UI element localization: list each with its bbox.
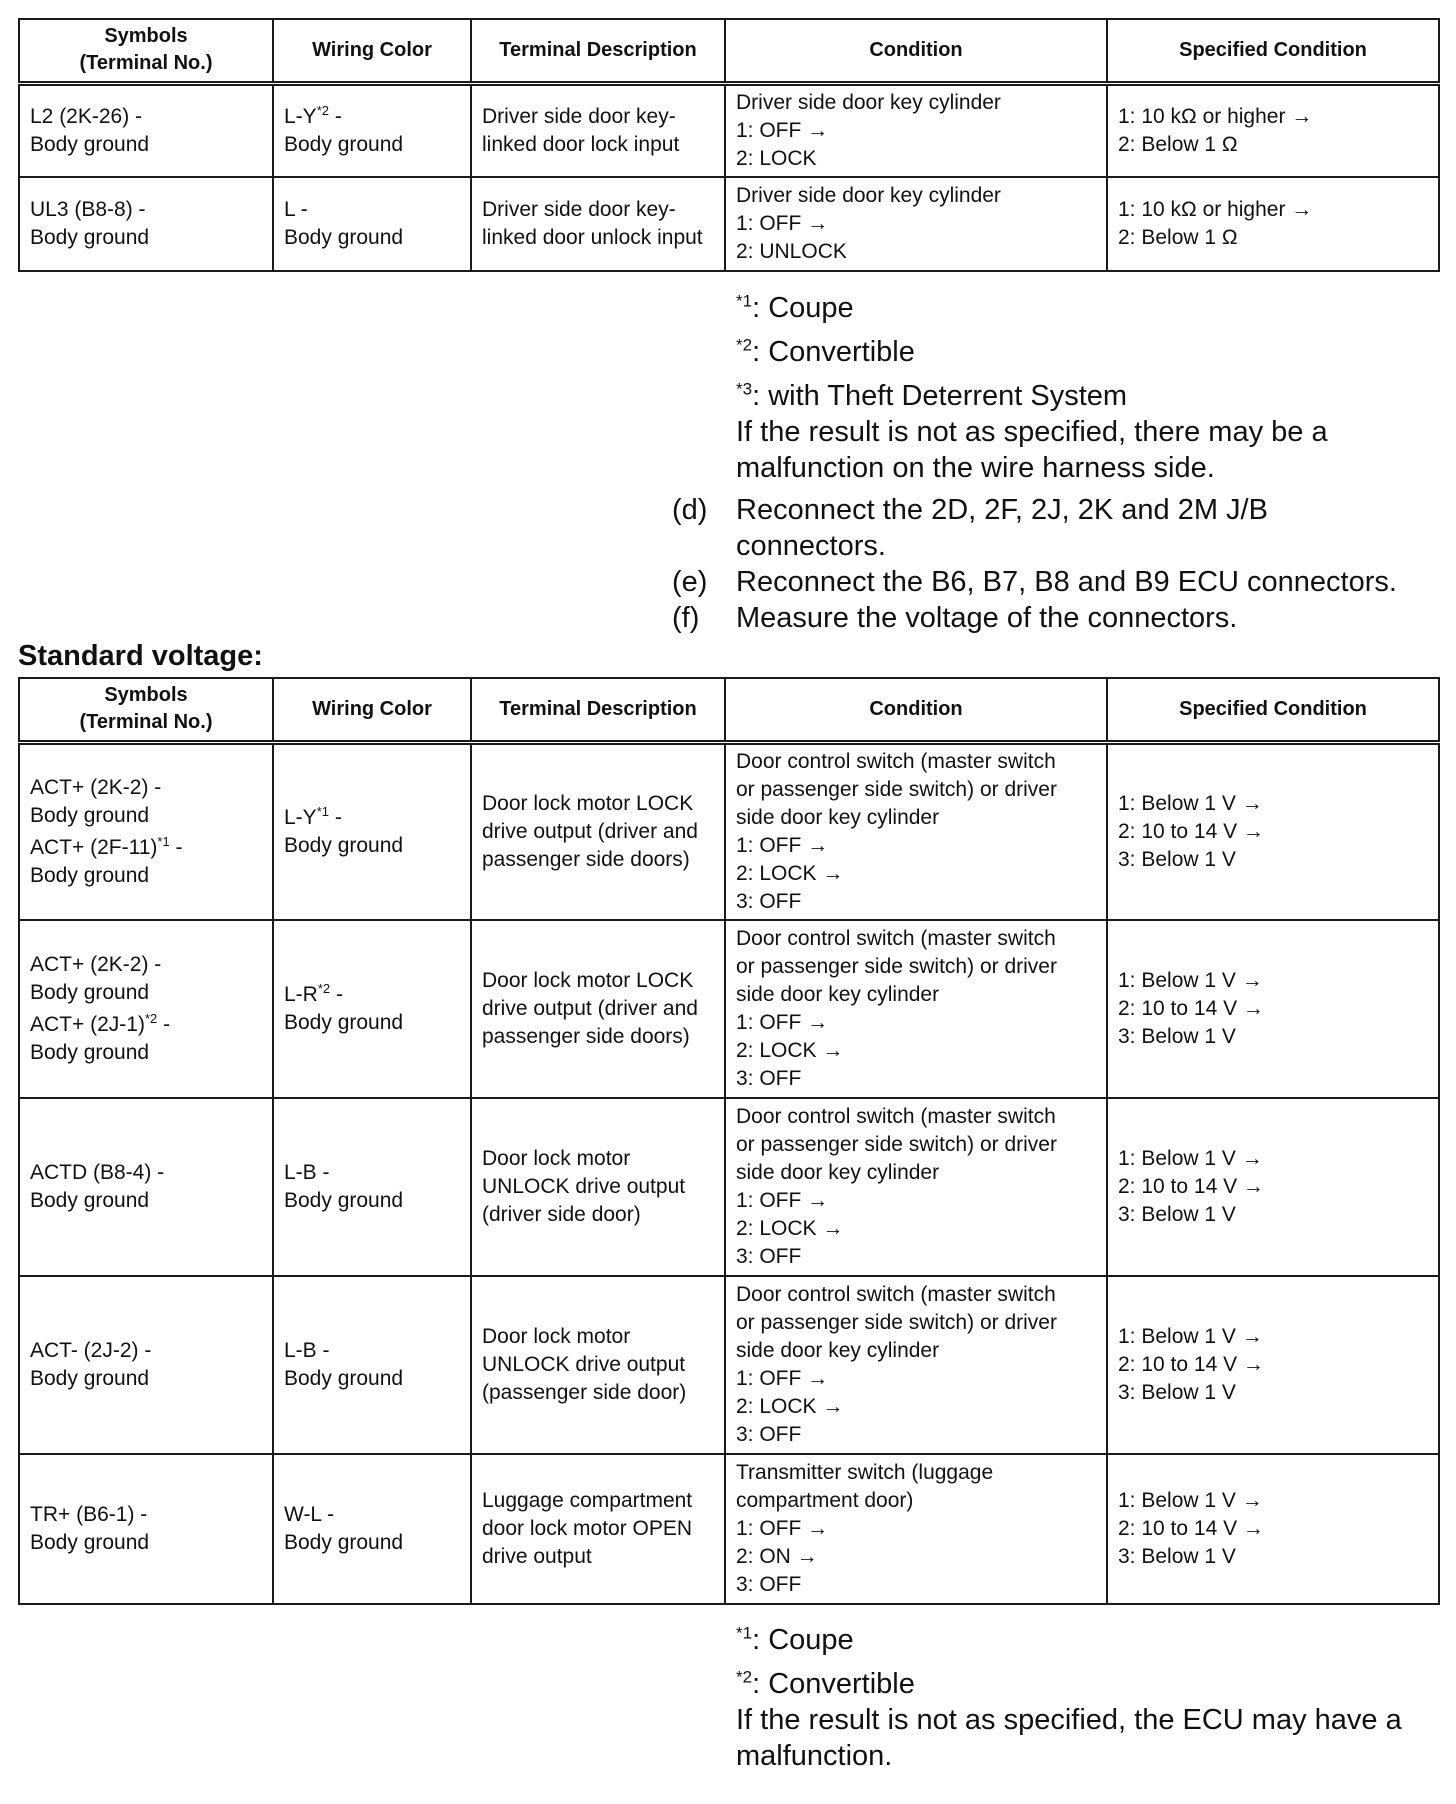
condition-cell: Driver side door key cylinder 1: OFF → 2: UNLOCK xyxy=(725,177,1107,271)
description-cell: Driver side door key- linked door lock input xyxy=(471,83,725,177)
condition-cell: Door control switch (master switch or passenger side switch) or driver side door key cylinder 1: OFF → 2: LOCK → 3: OFF xyxy=(725,1276,1107,1454)
footnote-coupe: $^{*1}$: Coupe xyxy=(736,291,854,324)
table-row xyxy=(19,1454,1439,1604)
symbols-cell: ACT- (2J-2) - Body ground xyxy=(19,1276,273,1454)
symbols-cell: ACT+ (2K-2) - Body ground $ACT+ (2J-1)^{*2}$ - Body ground xyxy=(19,920,273,1098)
voltage-table xyxy=(18,677,1440,1605)
header-terminal-description: Terminal Description xyxy=(471,19,725,83)
table1-footnotes xyxy=(736,290,1328,486)
condition-cell: Door control switch (master switch or passenger side switch) or driver side door key cylinder 1: OFF → 2: LOCK → 3: OFF xyxy=(725,1098,1107,1276)
specified-condition-cell: 1: 10 kΩ or higher → 2: Below 1 Ω xyxy=(1107,83,1439,177)
footnote-convertible: $^{*2}$: Convertible xyxy=(736,335,915,368)
result-note-cont: malfunction on the wire harness side. xyxy=(736,452,1215,484)
table-header-row xyxy=(19,678,1439,742)
symbols-cell: L2 (2K-26) - Body ground xyxy=(19,83,273,177)
condition-cell: Transmitter switch (luggage compartment door) 1: OFF → 2: ON → 3: OFF xyxy=(725,1454,1107,1604)
wiring-color-cell: $L-Y^{*2}$ - Body ground xyxy=(273,83,471,177)
table-row xyxy=(19,920,1439,1098)
header-symbols: Symbols (Terminal No.) xyxy=(19,19,273,83)
wiring-color-cell: L-B - Body ground xyxy=(273,1098,471,1276)
result-note-cont: malfunction. xyxy=(736,1740,893,1772)
table-row xyxy=(19,1276,1439,1454)
description-cell: Door lock motor LOCK drive output (driver and passenger side doors) xyxy=(471,742,725,920)
description-cell: Door lock motor UNLOCK drive output (passenger side door) xyxy=(471,1276,725,1454)
footnote-coupe: $^{*1}$: Coupe xyxy=(736,1623,854,1656)
table-header-row xyxy=(19,19,1439,83)
result-note: If the result is not as specified, the ECU may have a xyxy=(736,1704,1402,1736)
symbols-cell: ACT+ (2K-2) - Body ground $ACT+ (2F-11)^{*1}$ - Body ground xyxy=(19,742,273,920)
specified-condition-cell: 1: Below 1 V → 2: 10 to 14 V → 3: Below 1 V xyxy=(1107,1454,1439,1604)
step-f: (f) Measure the voltage of the connectors. xyxy=(672,602,1238,634)
header-symbols: Symbols (Terminal No.) xyxy=(19,678,273,742)
wiring-color-cell: L-B - Body ground xyxy=(273,1276,471,1454)
wiring-color-cell: $L-Y^{*1}$ - Body ground xyxy=(273,742,471,920)
condition-cell: Door control switch (master switch or passenger side switch) or driver side door key cylinder 1: OFF → 2: LOCK → 3: OFF xyxy=(725,920,1107,1098)
description-cell: Door lock motor UNLOCK drive output (driver side door) xyxy=(471,1098,725,1276)
step-e: (e) Reconnect the B6, B7, B8 and B9 ECU connectors. xyxy=(672,566,1397,598)
description-cell: Door lock motor LOCK drive output (driver and passenger side doors) xyxy=(471,920,725,1098)
result-note: If the result is not as specified, there may be a xyxy=(736,416,1328,448)
symbols-cell: TR+ (B6-1) - Body ground xyxy=(19,1454,273,1604)
specified-condition-cell: 1: 10 kΩ or higher → 2: Below 1 Ω xyxy=(1107,177,1439,271)
header-specified-condition: Specified Condition xyxy=(1107,19,1439,83)
wiring-color-cell: W-L - Body ground xyxy=(273,1454,471,1604)
procedure-steps xyxy=(672,492,1397,636)
condition-cell: Driver side door key cylinder 1: OFF → 2: LOCK xyxy=(725,83,1107,177)
header-terminal-description: Terminal Description xyxy=(471,678,725,742)
specified-condition-cell: 1: Below 1 V → 2: 10 to 14 V → 3: Below 1 V xyxy=(1107,1276,1439,1454)
table2-footnotes xyxy=(736,1622,1402,1774)
header-condition: Condition xyxy=(725,19,1107,83)
symbols-cell: ACTD (B8-4) - Body ground xyxy=(19,1098,273,1276)
condition-cell: Door control switch (master switch or passenger side switch) or driver side door key cylinder 1: OFF → 2: LOCK → 3: OFF xyxy=(725,742,1107,920)
specified-condition-cell: 1: Below 1 V → 2: 10 to 14 V → 3: Below 1 V xyxy=(1107,1098,1439,1276)
table-row xyxy=(19,742,1439,920)
footnote-theft-deterrent: $^{*3}$: with Theft Deterrent System xyxy=(736,379,1128,412)
header-specified-condition: Specified Condition xyxy=(1107,678,1439,742)
header-condition: Condition xyxy=(725,678,1107,742)
wiring-color-cell: $L-R^{*2}$ - Body ground xyxy=(273,920,471,1098)
step-d: (d) Reconnect the 2D, 2F, 2J, 2K and 2M J/B connectors. xyxy=(672,494,1268,562)
header-wiring-color: Wiring Color xyxy=(273,19,471,83)
description-cell: Driver side door key- linked door unlock input xyxy=(471,177,725,271)
specified-condition-cell: 1: Below 1 V → 2: 10 to 14 V → 3: Below 1 V xyxy=(1107,920,1439,1098)
table-row xyxy=(19,1098,1439,1276)
table-row xyxy=(19,177,1439,271)
resistance-table xyxy=(18,18,1440,272)
header-wiring-color: Wiring Color xyxy=(273,678,471,742)
footnote-convertible: $^{*2}$: Convertible xyxy=(736,1667,915,1700)
section-heading: Standard voltage: xyxy=(18,640,263,672)
symbols-cell: UL3 (B8-8) - Body ground xyxy=(19,177,273,271)
wiring-color-cell: L - Body ground xyxy=(273,177,471,271)
description-cell: Luggage compartment door lock motor OPEN drive output xyxy=(471,1454,725,1604)
specified-condition-cell: 1: Below 1 V → 2: 10 to 14 V → 3: Below 1 V xyxy=(1107,742,1439,920)
table-row xyxy=(19,83,1439,177)
